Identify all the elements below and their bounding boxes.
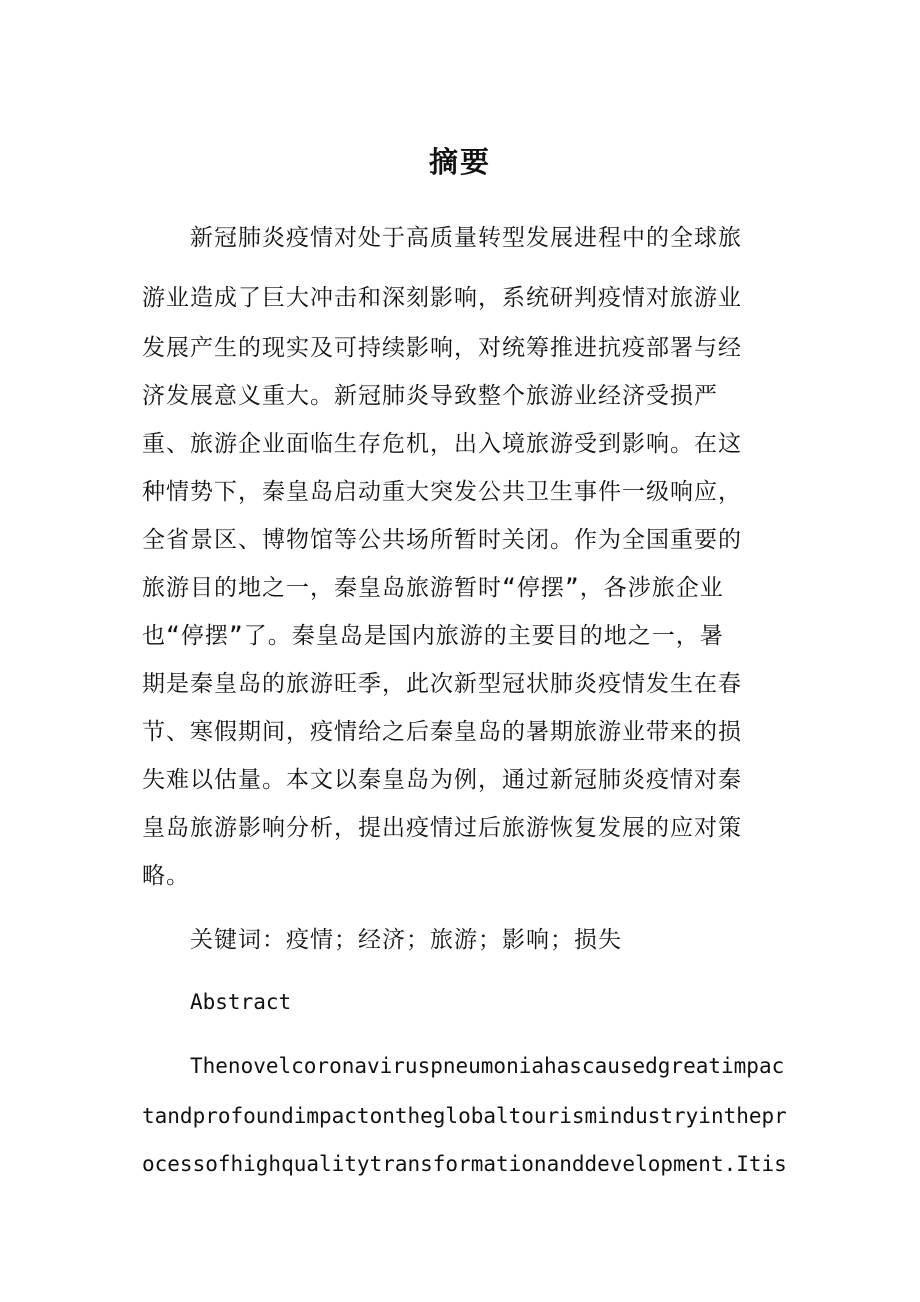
abstract-cn-line: 种情势下，秦皇岛启动重大突发公共卫生事件一级响应，	[142, 479, 742, 505]
abstract-cn-line: 皇岛旅游影响分析，提出疫情过后旅游恢复发展的应对策	[142, 815, 742, 841]
abstract-cn-line: 旅游目的地之一，秦皇岛旅游暂时“停摆”，各涉旅企业	[142, 575, 724, 601]
abstract-cn-line: 节、寒假期间，疫情给之后秦皇岛的暑期旅游业带来的损	[142, 719, 742, 745]
abstract-cn-line: 失难以估量。本文以秦皇岛为例，通过新冠肺炎疫情对秦	[142, 767, 742, 793]
abstract-en-heading: Abstract	[190, 990, 292, 1014]
abstract-cn-line: 全省景区、博物馆等公共场所暂时关闭。作为全国重要的	[142, 527, 742, 553]
abstract-cn-line: 期是秦皇岛的旅游旺季，此次新型冠状肺炎疫情发生在春	[142, 671, 742, 697]
abstract-cn-line: 略。	[142, 863, 190, 889]
abstract-cn-line: 新冠肺炎疫情对处于高质量转型发展进程中的全球旅	[190, 225, 742, 251]
abstract-cn-line: 重、旅游企业面临生存危机，出入境旅游受到影响。在这	[142, 431, 742, 457]
abstract-cn-line: 济发展意义重大。新冠肺炎导致整个旅游业经济受损严	[142, 383, 718, 409]
abstract-en-line: tandprofoundimpactontheglobaltourismindustryinthepr	[142, 1104, 787, 1128]
keywords-line: 关键词：疫情；经济；旅游；影响；损失	[190, 927, 622, 953]
abstract-cn-line: 发展产生的现实及可持续影响，对统筹推进抗疫部署与经	[142, 335, 742, 361]
abstract-en-line: Thenovelcoronaviruspneumoniahascausedgreatimpac	[190, 1054, 785, 1078]
abstract-cn-line: 游业造成了巨大冲击和深刻影响，系统研判疫情对旅游业	[142, 285, 742, 311]
abstract-cn-line: 也“停摆”了。秦皇岛是国内旅游的主要目的地之一，暑	[142, 623, 724, 649]
abstract-en-line: ocessofhighqualitytransformationanddevelopment.Itis	[142, 1152, 787, 1176]
page-title: 摘要	[428, 145, 491, 179]
